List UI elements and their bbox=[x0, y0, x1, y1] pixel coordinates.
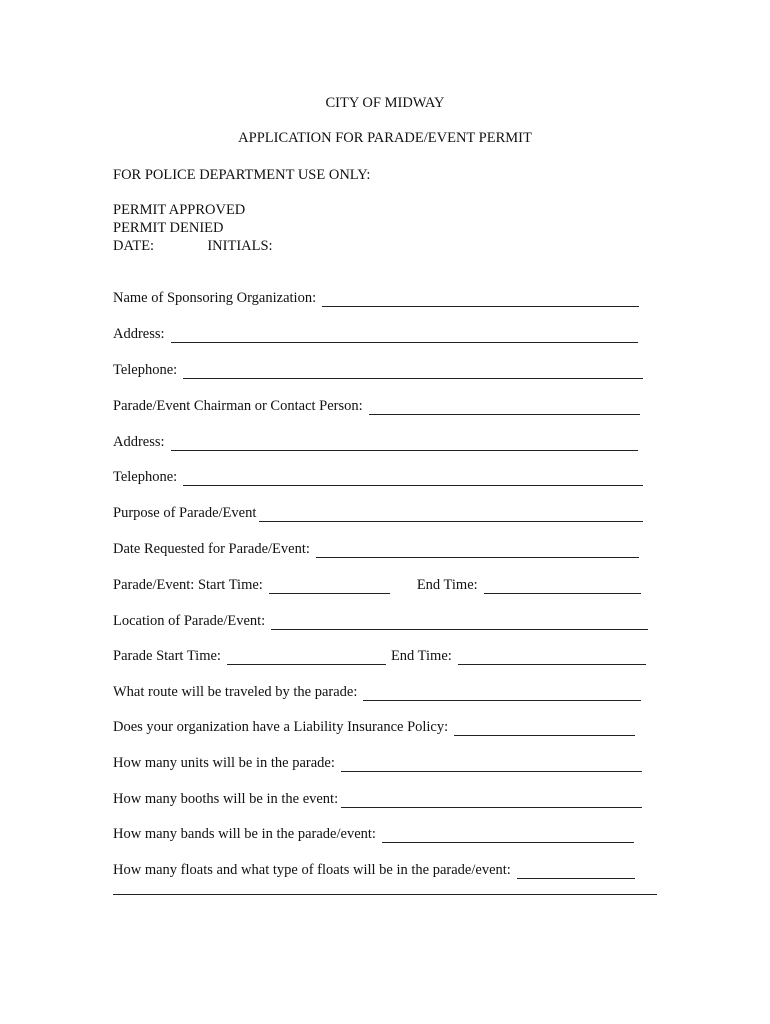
parade-start-label: Parade Start Time: bbox=[113, 648, 221, 664]
contact-telephone-field[interactable] bbox=[183, 471, 643, 486]
purpose-row bbox=[113, 505, 643, 522]
booths-field[interactable] bbox=[341, 793, 642, 808]
date-initials-row bbox=[113, 238, 273, 255]
permit-approved-label: PERMIT APPROVED bbox=[113, 202, 246, 218]
contact-telephone-row bbox=[113, 469, 643, 486]
route-label: What route will be traveled by the parade: bbox=[113, 684, 358, 700]
address-label: Address: bbox=[113, 326, 165, 342]
chairman-field[interactable] bbox=[369, 400, 640, 415]
location-field[interactable] bbox=[271, 615, 648, 630]
event-end-field[interactable] bbox=[484, 579, 641, 594]
insurance-label: Does your organization have a Liability Insurance Policy: bbox=[113, 719, 449, 735]
parade-end-field[interactable] bbox=[458, 650, 646, 665]
telephone-field[interactable] bbox=[183, 364, 643, 379]
units-field[interactable] bbox=[341, 757, 642, 772]
location-row bbox=[113, 613, 648, 630]
chairman-label: Parade/Event Chairman or Contact Person: bbox=[113, 398, 363, 414]
event-times-row bbox=[113, 577, 641, 594]
event-start-field[interactable] bbox=[269, 579, 390, 594]
contact-telephone-label: Telephone: bbox=[113, 469, 178, 485]
location-label: Location of Parade/Event: bbox=[113, 613, 266, 629]
parade-times-row bbox=[113, 648, 646, 665]
initials-label: INITIALS: bbox=[207, 238, 273, 254]
address-field[interactable] bbox=[171, 328, 638, 343]
units-row bbox=[113, 755, 642, 772]
contact-address-field[interactable] bbox=[171, 436, 638, 451]
booths-label: How many booths will be in the event: bbox=[113, 791, 339, 807]
parade-end-label: End Time: bbox=[390, 648, 452, 664]
units-label: How many units will be in the parade: bbox=[113, 755, 335, 771]
insurance-row bbox=[113, 719, 635, 736]
org-name-row bbox=[113, 290, 639, 307]
date-requested-row bbox=[113, 541, 639, 558]
org-name-field[interactable] bbox=[322, 292, 639, 307]
address-row bbox=[113, 326, 638, 343]
purpose-label: Purpose of Parade/Event bbox=[113, 505, 257, 521]
booths-row bbox=[113, 791, 642, 808]
contact-address-row bbox=[113, 434, 638, 451]
city-heading: CITY OF MIDWAY bbox=[325, 95, 445, 111]
date-requested-label: Date Requested for Parade/Event: bbox=[113, 541, 310, 557]
event-start-label: Parade/Event: Start Time: bbox=[113, 577, 263, 593]
floats-row bbox=[113, 862, 635, 879]
insurance-field[interactable] bbox=[454, 721, 635, 736]
chairman-row bbox=[113, 398, 640, 415]
permit-denied-label: PERMIT DENIED bbox=[113, 220, 224, 236]
police-use-heading: FOR POLICE DEPARTMENT USE ONLY: bbox=[113, 167, 371, 183]
bands-row bbox=[113, 826, 634, 843]
telephone-row bbox=[113, 362, 643, 379]
route-field[interactable] bbox=[363, 686, 641, 701]
floats-continuation-field[interactable] bbox=[113, 894, 657, 895]
parade-start-field[interactable] bbox=[227, 650, 386, 665]
bands-field[interactable] bbox=[382, 828, 634, 843]
purpose-field[interactable] bbox=[259, 507, 643, 522]
event-end-label: End Time: bbox=[416, 577, 478, 593]
bands-label: How many bands will be in the parade/event: bbox=[113, 826, 376, 842]
date-requested-field[interactable] bbox=[316, 543, 639, 558]
floats-label: How many floats and what type of floats will be in the parade/event: bbox=[113, 862, 511, 878]
telephone-label: Telephone: bbox=[113, 362, 178, 378]
contact-address-label: Address: bbox=[113, 434, 165, 450]
form-title: APPLICATION FOR PARADE/EVENT PERMIT bbox=[238, 130, 532, 146]
date-label: DATE: bbox=[113, 238, 155, 254]
floats-field[interactable] bbox=[517, 864, 635, 879]
route-row bbox=[113, 684, 641, 701]
org-name-label: Name of Sponsoring Organization: bbox=[113, 290, 317, 306]
